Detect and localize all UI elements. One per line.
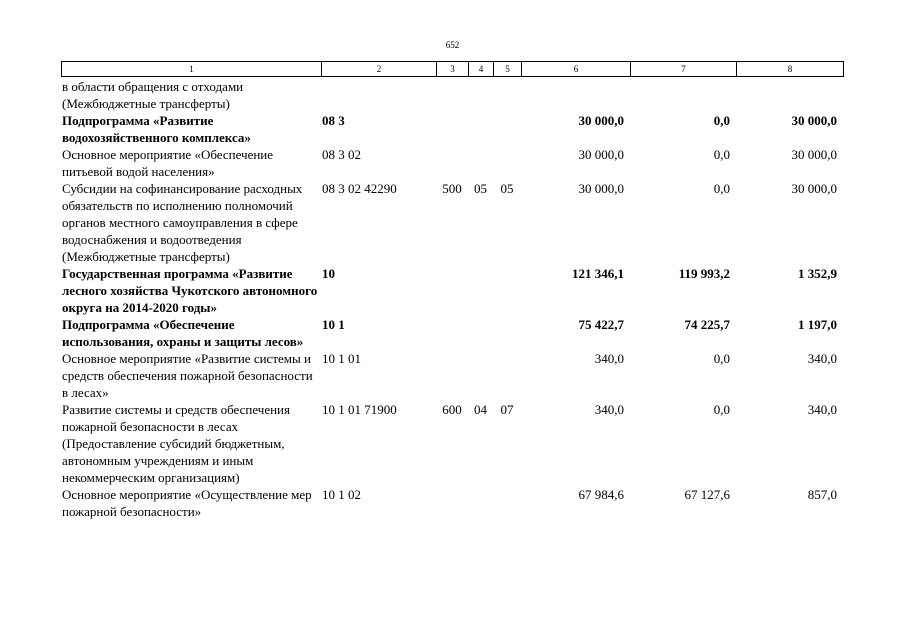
row-section (468, 146, 493, 180)
row-type-code (436, 146, 468, 180)
row-section (468, 486, 493, 520)
row-code: 08 3 (322, 113, 345, 128)
row-type-code (436, 350, 468, 401)
row-code: 10 (322, 266, 335, 281)
row-section: 05 (474, 181, 487, 196)
row-subsection (493, 265, 521, 316)
row-value-8: 340,0 (807, 351, 837, 366)
row-name: Развитие системы и средств обеспечения пожарной безопасности в лесах (Предоставление субсидий бюджетным, автономным учреждениям и иным некоммерческим организациям) (62, 402, 290, 485)
row-type-code (436, 316, 468, 350)
row-subsection: 07 (500, 402, 514, 417)
row-value-6: 30 000,0 (578, 147, 624, 162)
row-value-7: 0,0 (713, 181, 730, 196)
row-code (321, 78, 436, 112)
column-number-2: 2 (322, 62, 437, 77)
row-type-code: 600 (442, 402, 462, 417)
row-value-6: 75 422,7 (578, 317, 624, 332)
row-section (468, 112, 493, 146)
row-value-6: 340,0 (594, 402, 624, 417)
row-value-6: 121 346,1 (572, 266, 624, 281)
row-value-8: 30 000,0 (791, 147, 837, 162)
row-value-6: 340,0 (594, 351, 624, 366)
row-name: Государственная программа «Развитие лесного хозяйства Чукотского автономного округа на 2014-2020 годы» (62, 266, 318, 315)
row-code: 08 3 02 (322, 147, 361, 162)
column-number-1: 1 (62, 62, 322, 77)
row-subsection: 05 (500, 181, 514, 196)
row-name: Основное мероприятие «Осуществление мер пожарной безопасности» (62, 487, 312, 519)
row-value-8: 30 000,0 (791, 181, 837, 196)
row-value-7: 74 225,7 (684, 317, 730, 332)
row-name: в области обращения с отходами (Межбюджетные трансферты) (62, 79, 244, 111)
row-code: 08 3 02 42290 (322, 181, 397, 196)
row-subsection (493, 112, 521, 146)
table-row (61, 78, 843, 112)
row-value-8: 1 197,0 (798, 317, 837, 332)
row-value-7: 67 127,6 (684, 487, 730, 502)
budget-table (61, 78, 843, 520)
row-value-8: 1 352,9 (798, 266, 837, 281)
column-header-row (61, 61, 844, 77)
row-subsection (493, 146, 521, 180)
table-row (61, 316, 843, 350)
row-section (468, 78, 493, 112)
table-row (61, 180, 843, 265)
row-type-code (436, 78, 468, 112)
row-name: Основное мероприятие «Обеспечение питьевой водой населения» (62, 147, 274, 179)
row-value-7: 0,0 (713, 402, 730, 417)
column-number-8: 8 (737, 62, 844, 77)
row-type-code (436, 112, 468, 146)
row-type-code: 500 (442, 181, 462, 196)
column-number-3: 3 (437, 62, 469, 77)
row-value-7: 119 993,2 (678, 266, 730, 281)
row-code: 10 1 01 71900 (322, 402, 397, 417)
column-number-4: 4 (469, 62, 494, 77)
row-value-6: 30 000,0 (578, 181, 624, 196)
row-name: Подпрограмма «Обеспечение использования, охраны и защиты лесов» (62, 317, 304, 349)
row-subsection (493, 78, 521, 112)
table-row (61, 112, 843, 146)
row-value-7 (630, 78, 736, 112)
table-row (61, 401, 843, 486)
row-subsection (493, 316, 521, 350)
table-row (61, 146, 843, 180)
table-row (61, 486, 843, 520)
row-value-6: 67 984,6 (578, 487, 624, 502)
row-value-8: 857,0 (807, 487, 837, 502)
row-name: Подпрограмма «Развитие водохозяйственного комплекса» (62, 113, 251, 145)
table-row (61, 350, 843, 401)
row-type-code (436, 486, 468, 520)
row-value-7: 0,0 (713, 147, 730, 162)
table-row (61, 265, 843, 316)
row-code: 10 1 (322, 317, 345, 332)
row-code: 10 1 02 (322, 487, 361, 502)
column-number-7: 7 (631, 62, 737, 77)
row-subsection (493, 350, 521, 401)
row-subsection (493, 486, 521, 520)
row-value-8: 340,0 (807, 402, 837, 417)
row-section (468, 265, 493, 316)
row-section (468, 350, 493, 401)
column-number-5: 5 (494, 62, 522, 77)
row-value-7: 0,0 (713, 113, 730, 128)
row-value-6 (521, 78, 630, 112)
row-name: Субсидии на софинансирование расходных обязательств по исполнению полномочий органов местного самоуправления в сфере водоснабжения и водоотведения (Межбюджетные трансферты) (62, 181, 303, 264)
row-value-7: 0,0 (713, 351, 730, 366)
row-value-8 (736, 78, 843, 112)
row-value-6: 30 000,0 (578, 113, 624, 128)
row-section: 04 (474, 402, 487, 417)
page-number: 652 (445, 40, 460, 50)
row-section (468, 316, 493, 350)
column-number-6: 6 (522, 62, 631, 77)
row-type-code (436, 265, 468, 316)
row-name: Основное мероприятие «Развитие системы и средств обеспечения пожарной безопасности в лесах» (62, 351, 313, 400)
row-code: 10 1 01 (322, 351, 361, 366)
row-value-8: 30 000,0 (791, 113, 837, 128)
